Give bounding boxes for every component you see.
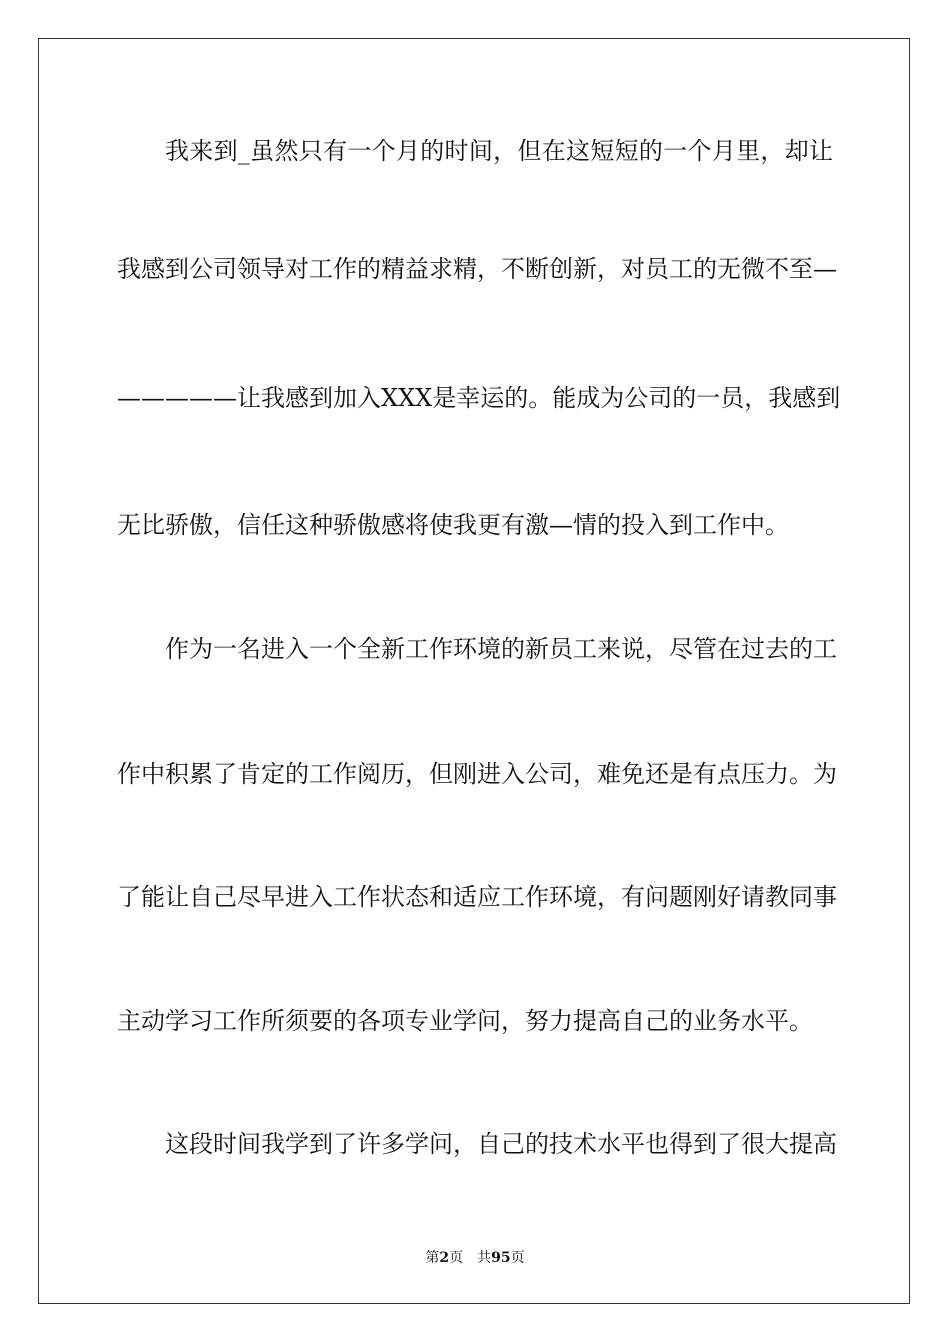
paragraph-1-line-2: 我感到公司领导对工作的精益求精，不断创新，对员工的无微不至— xyxy=(117,255,837,283)
paragraph-1-line-1: 我来到_虽然只有一个月的时间，但在这短短的一个月里，却让 xyxy=(165,137,833,165)
paragraph-2-line-1: 作为一名进入一个全新工作环境的新员工来说，尽管在过去的工 xyxy=(165,635,837,663)
paragraph-3-line-1: 这段时间我学到了许多学问，自己的技术水平也得到了很大提高 xyxy=(165,1130,837,1158)
page-suffix: 页 xyxy=(449,1250,464,1266)
paragraph-2-line-2: 作中积累了肯定的工作阅历，但刚进入公司，难免还是有点压力。为 xyxy=(117,760,837,788)
paragraph-1-line-3: —————让我感到加入XXX是幸运的。能成为公司的一员，我感到 xyxy=(117,384,841,412)
total-pages: 95 xyxy=(491,1250,511,1266)
total-prefix: 共 xyxy=(477,1250,492,1266)
paragraph-2-line-3: 了能让自己尽早进入工作状态和适应工作环境，有问题刚好请教同事 xyxy=(117,883,837,911)
page-number: 2 xyxy=(439,1250,450,1266)
page-prefix: 第 xyxy=(425,1250,440,1266)
page-border xyxy=(38,38,910,1304)
total-suffix: 页 xyxy=(510,1250,525,1266)
page-footer xyxy=(0,1248,950,1268)
paragraph-1-line-4: 无比骄傲，信任这种骄傲感将使我更有激—情的投入到工作中。 xyxy=(117,511,789,539)
paragraph-2-line-4: 主动学习工作所须要的各项专业学问，努力提高自己的业务水平。 xyxy=(117,1007,813,1035)
